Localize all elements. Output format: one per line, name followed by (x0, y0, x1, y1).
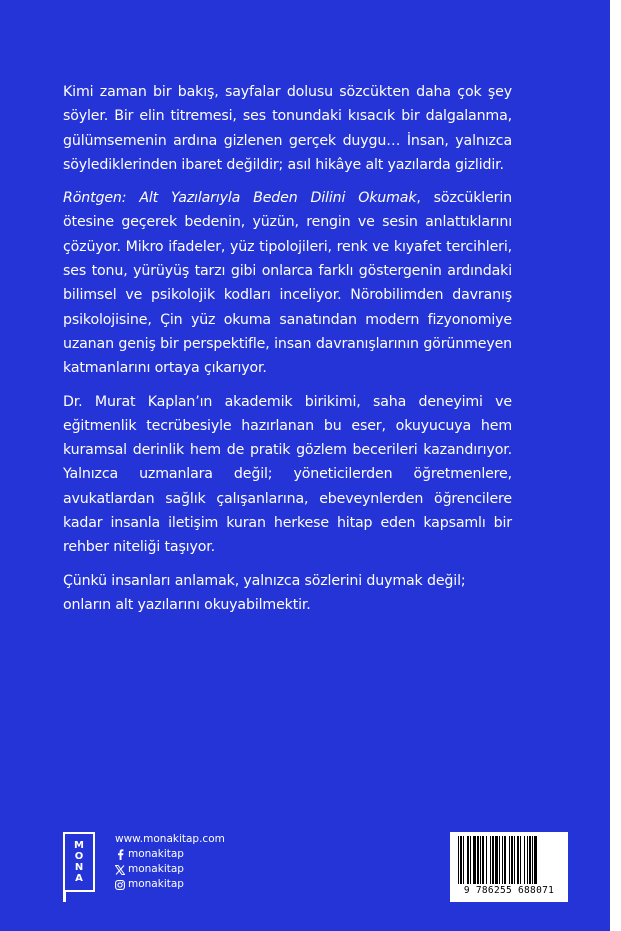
page-edge (610, 0, 621, 931)
blurb-paragraph-2 (63, 186, 512, 380)
barcode-bar (467, 836, 469, 884)
barcode-bar (463, 836, 464, 884)
barcode-bar (499, 836, 500, 884)
logo-letter: O (74, 851, 84, 862)
barcode-bar (495, 836, 498, 884)
website-link[interactable] (115, 832, 225, 847)
barcode-bar (511, 836, 513, 884)
logo-mark (63, 892, 66, 902)
logo-letter: A (75, 873, 83, 884)
logo-letter: M (74, 840, 84, 851)
instagram-link[interactable] (115, 877, 225, 892)
barcode-bars (450, 832, 568, 888)
isbn-barcode (450, 832, 568, 902)
website-text[interactable]: www.monakitap.com (115, 833, 225, 845)
barcode-bar (509, 836, 510, 884)
barcode-bar (517, 836, 519, 884)
barcode-bar (492, 836, 494, 884)
x-handle[interactable]: monakitap (128, 863, 184, 875)
barcode-bar (490, 836, 491, 884)
isbn-digits: 9 786255 688071 (463, 885, 555, 896)
facebook-handle[interactable]: monakitap (128, 848, 184, 860)
barcode-bar (477, 836, 479, 884)
barcode-bar (470, 836, 471, 884)
blurb-paragraph-2-body: , sözcüklerin ötesine geçerek bedenin, yüzün, rengin ve sesin anlattıklarını çözüyor. Mikro ifadeler, yüz tipolojileri, renk ve kıyafet tercihleri, ses tonu, yürüyüş tarzı gibi onlarca farklı göstergenin ardındaki bilimsel ve psikolojik kodları inceliyor. Nörobilimden davranış psikolojisine, Çin yüz okuma sanatından modern fizyonomiye uzanan geniş bir perspektifle, insan davranışlarının görünmeyen katmanlarını ortaya çıkarıyor. (63, 190, 512, 377)
barcode-bar (482, 836, 484, 884)
barcode-bar (534, 836, 537, 884)
barcode-bar (473, 836, 476, 884)
barcode-bar (527, 836, 528, 884)
instagram-handle[interactable]: monakitap (128, 878, 184, 890)
barcode-bar (514, 836, 515, 884)
publisher-logo (63, 832, 95, 892)
barcode-bar (486, 836, 487, 884)
publisher-imprint (63, 832, 225, 904)
instagram-icon (115, 880, 125, 890)
blurb-text (63, 80, 512, 626)
logo-letter: N (74, 862, 84, 873)
publisher-links (115, 832, 225, 892)
blurb-paragraph-3: Dr. Murat Kaplan’ın akademik birikimi, saha deneyimi ve eğitmenlik tecrübesiyle hazırlanan bu eser, okuyucuya hem kuramsal derinlik hem de pratik gözlem becerileri kazandırıyor. Yalnızca uzmanlara değil; yöneticilerden öğretmenlere, avukatlardan sağlık çalışanlarına, ebeveynlerden öğrencilere kadar insanla iletişim kuran herkese hitap eden kapsamlı bir rehber niteliği taşıyor. (63, 393, 512, 556)
barcode-bar (480, 836, 481, 884)
x-icon (115, 865, 125, 875)
barcode-bar (524, 836, 525, 884)
facebook-icon (115, 850, 125, 860)
blurb-paragraph-4: Çünkü insanları anlamak, yalnızca sözlerini duymak değil; onların alt yazılarını okuyabilmektir. (63, 572, 466, 613)
x-link[interactable] (115, 862, 225, 877)
barcode-bar (458, 836, 459, 884)
barcode-bar (460, 836, 462, 884)
facebook-link[interactable] (115, 847, 225, 862)
blurb-paragraph-1: Kimi zaman bir bakış, sayfalar dolusu sözcükten daha çok şey söyler. Bir elin titremesi, ses tonundaki kısacık bir dalgalanma, gülümsemenin ardına gizlenen gerçek duygu… İnsan, yalnızca söylediklerinden ibaret değildir; asıl hikâye alt yazılarda gizlidir. (63, 84, 512, 173)
barcode-bar (520, 836, 521, 884)
barcode-bar (504, 836, 506, 884)
barcode-bar (502, 836, 503, 884)
barcode-bar (532, 836, 533, 884)
barcode-bar (529, 836, 531, 884)
book-title: Röntgen: Alt Yazılarıyla Beden Dilini Okumak (63, 190, 417, 207)
